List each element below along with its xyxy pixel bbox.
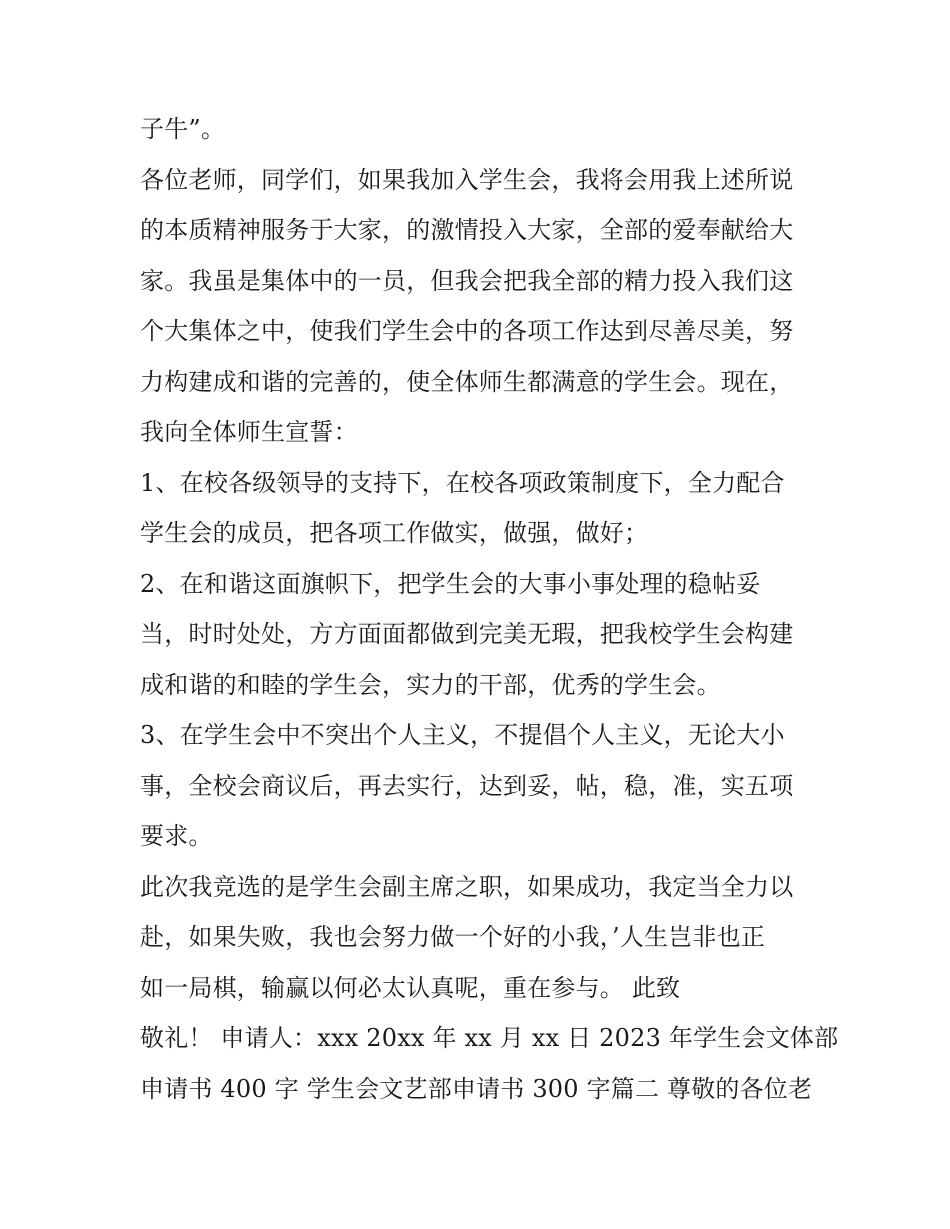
text-line: 当，时时处处，方方面面都做到完美无瑕，把我校学生会构建 [140,620,794,648]
text-line: 个大集体之中，使我们学生会中的各项工作达到尽善尽美，努 [140,317,794,345]
text-line: 事，全校会商议后，再去实行，达到妥，帖，稳，准，实五项 [140,772,794,800]
text-line: 1、在校各级领导的支持下，在校各项政策制度下，全力配合 [140,469,785,497]
text-line: 子牛”。 [140,115,226,143]
text-line: 申请书 400 字 学生会文艺部申请书 300 字篇二 尊敬的各位老 [140,1075,813,1103]
text-line: 力构建成和谐的完善的，使全体师生都满意的学生会。现在， [140,368,794,396]
text-line: 2、在和谐这面旗帜下，把学生会的大事小事处理的稳帖妥 [140,570,761,598]
text-line: 此次我竞选的是学生会副主席之职，如果成功，我定当全力以 [140,873,794,901]
text-line: 赴，如果失败，我也会努力做一个好的小我，’人生岂非也正 [140,923,766,951]
text-line: 敬礼！ 申请人：xxx 20xx 年 xx 月 xx 日 2023 年学生会文体部 [140,1024,839,1052]
text-line: 各位老师，同学们，如果我加入学生会，我将会用我上述所说 [140,166,794,194]
text-line: 要求。 [140,822,213,850]
text-line: 我向全体师生宣誓： [140,418,358,446]
text-line: 如一局棋，输赢以何必太认真呢，重在参与。 此致 [140,974,681,1002]
text-line: 成和谐的和睦的学生会，实力的干部，优秀的学生会。 [140,671,721,699]
text-line: 家。我虽是集体中的一员，但我会把我全部的精力投入我们这 [140,267,794,295]
text-line: 的本质精神服务于大家，的激情投入大家，全部的爱奉献给大 [140,216,794,244]
text-line: 学生会的成员，把各项工作做实，做强，做好； [140,519,649,547]
text-line: 3、在学生会中不突出个人主义，不提倡个人主义，无论大小 [140,721,785,749]
